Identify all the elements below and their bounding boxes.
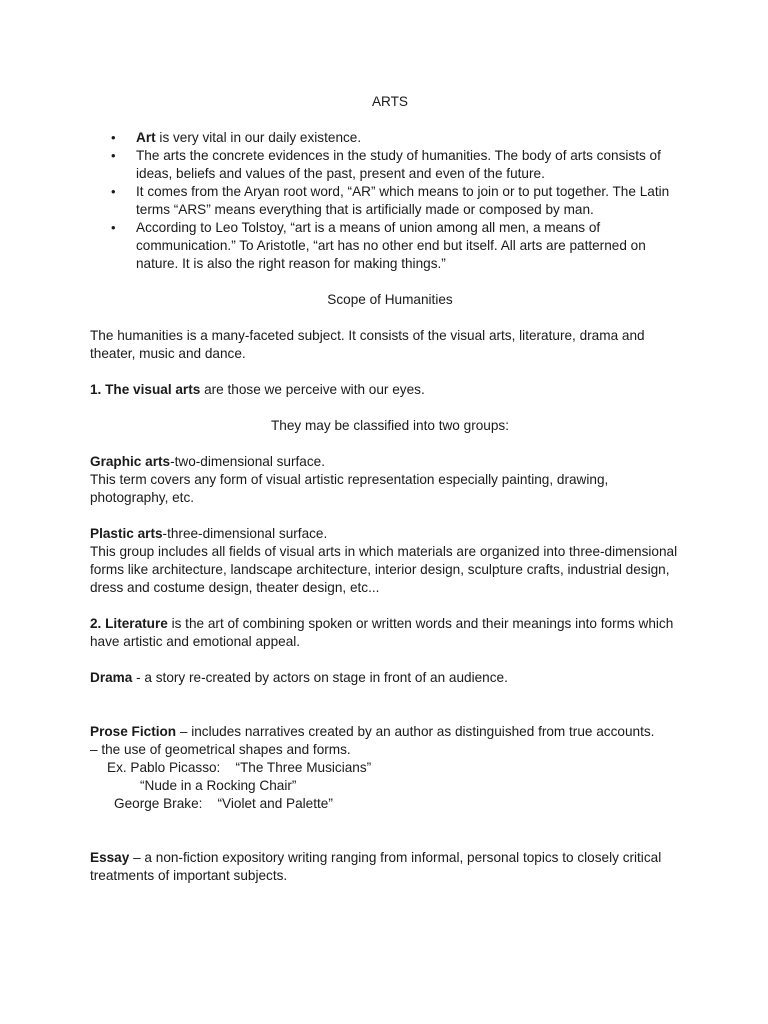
list-item [90, 219, 690, 273]
term-bold: Prose Fiction [90, 724, 177, 739]
art-bullet-list [90, 129, 690, 273]
paragraph-text: -two-dimensional surface. [170, 454, 325, 469]
example-line: Ex. Pablo Picasso: “The Three Musicians” [107, 760, 372, 775]
term-bold: Graphic arts [90, 454, 171, 469]
example-line: George Brake: “Violet and Palette” [114, 796, 333, 811]
paragraph-text: is the art of combining spoken or written words and their meanings into forms which have artistic and emotional appeal. [90, 616, 674, 649]
paragraph-text: – includes narratives created by an author as distinguished from true accounts. [176, 724, 655, 739]
term-bold: Essay [90, 850, 130, 865]
classification-line: They may be classified into two groups: [270, 418, 509, 433]
drama-paragraph [90, 669, 690, 687]
list-item-text: The arts the concrete evidences in the study of humanities. The body of arts consists of ideas, beliefs and values of the past, present and even of the future. [136, 148, 661, 181]
bullet-icon: • [111, 184, 116, 199]
graphic-arts-description: This term covers any form of visual artistic representation especially painting, drawing, photography, etc. [90, 472, 609, 505]
term-bold: 2. Literature [90, 616, 168, 631]
document-page [90, 93, 690, 885]
bullet-icon: • [111, 148, 116, 163]
paragraph-text: -three-dimensional surface. [162, 526, 328, 541]
visual-arts-paragraph [90, 381, 690, 399]
list-item-text: According to Leo Tolstoy, “art is a means of union among all men, a means of communication.” To Aristotle, “art has no other end but itself. All arts are patterned on nature. It is also the right reason for making things.” [136, 220, 646, 271]
plastic-arts-description: This group includes all fields of visual arts in which materials are organized into three-dimensional forms like architecture, landscape architecture, interior design, sculpture crafts, industrial design, dress and costume design, theater design, etc... [90, 544, 678, 595]
plastic-arts-heading [90, 525, 690, 543]
term-bold: Drama [90, 670, 133, 685]
paragraph-text: – a non-fiction expository writing ranging from informal, personal topics to closely critical treatments of important subjects. [90, 850, 662, 883]
page-title: ARTS [371, 94, 408, 109]
essay-paragraph [90, 849, 690, 885]
list-item-text: is very vital in our daily existence. [155, 130, 362, 145]
bullet-icon: • [111, 220, 116, 235]
prose-fiction-paragraph [90, 723, 690, 741]
bullet-icon: • [111, 130, 116, 145]
list-item [90, 129, 690, 147]
prose-fiction-line: – the use of geometrical shapes and forms. [90, 742, 351, 757]
term-bold: Art [136, 130, 156, 145]
graphic-arts-heading [90, 453, 690, 471]
list-item [90, 147, 690, 183]
list-item-text: It comes from the Aryan root word, “AR” which means to join or to put together. The Latin terms “ARS” means everything that is artificially made or composed by man. [136, 184, 670, 217]
term-bold: Plastic arts [90, 526, 163, 541]
example-line: “Nude in a Rocking Chair” [140, 778, 297, 793]
intro-paragraph: The humanities is a many-faceted subject. It consists of the visual arts, literature, drama and theater, music and dance. [90, 328, 645, 361]
paragraph-text: - a story re-created by actors on stage in front of an audience. [132, 670, 508, 685]
section-heading: Scope of Humanities [327, 292, 453, 307]
term-bold: 1. The visual arts [90, 382, 201, 397]
paragraph-text: are those we perceive with our eyes. [200, 382, 425, 397]
literature-paragraph [90, 615, 690, 651]
list-item [90, 183, 690, 219]
